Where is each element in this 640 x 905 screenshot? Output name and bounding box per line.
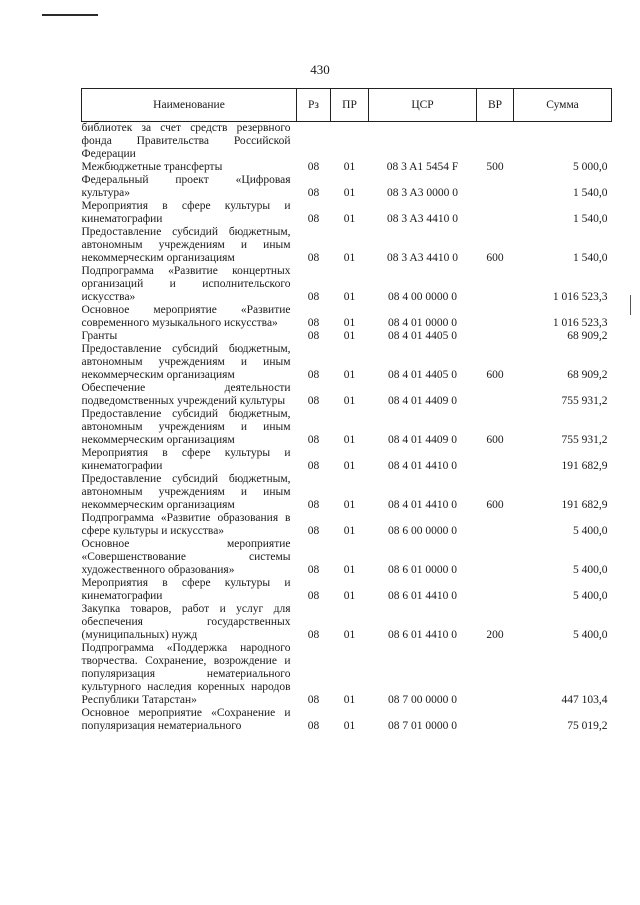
row-vr (477, 642, 514, 707)
row-rz: 08 (307, 694, 320, 706)
row-csr: 08 4 01 4409 0 (388, 434, 457, 446)
row-name: библиотек за счет средств резервного фонда Правительства Российской Федерации (81, 122, 291, 160)
row-sum: 191 682,9 (561, 499, 608, 511)
row-rz: 08 (307, 291, 320, 303)
row-name: Предоставление субсидий бюджетным, автономным учреждениям и иным некоммерческим организациям (81, 343, 291, 381)
table-row (82, 265, 612, 304)
row-vr: 600 (486, 252, 504, 264)
table-row (82, 226, 612, 265)
row-csr: 08 6 01 4410 0 (388, 590, 457, 602)
row-pr: 01 (343, 564, 356, 576)
table-row (82, 642, 612, 707)
row-vr (477, 122, 514, 162)
row-vr (477, 265, 514, 304)
row-sum: 75 019,2 (567, 720, 608, 732)
row-name: Обеспечение деятельности подведомственных учреждений культуры (81, 382, 291, 407)
margin-mark (630, 295, 631, 315)
row-sum: 5 400,0 (573, 629, 608, 641)
row-pr: 01 (343, 213, 356, 225)
row-pr: 01 (343, 291, 356, 303)
row-vr: 600 (486, 499, 504, 511)
table-body (82, 122, 612, 734)
header-pr: ПР (331, 89, 369, 122)
row-name: Подпрограмма «Развитие концертных организаций и исполнительского искусства» (81, 265, 291, 303)
table-row (82, 343, 612, 382)
row-name: Основное мероприятие «Развитие современного музыкального искусства» (81, 304, 291, 329)
row-name: Гранты (81, 330, 118, 342)
row-vr (477, 577, 514, 603)
row-sum: 1 540,0 (573, 213, 608, 225)
row-pr: 01 (343, 395, 356, 407)
table-row (82, 382, 612, 408)
row-vr (477, 330, 514, 343)
row-rz: 08 (307, 499, 320, 511)
row-sum: 5 400,0 (573, 590, 608, 602)
row-vr: 600 (486, 369, 504, 381)
row-vr: 600 (486, 434, 504, 446)
row-sum: 5 400,0 (573, 525, 608, 537)
row-pr: 01 (343, 590, 356, 602)
row-sum: 1 540,0 (573, 187, 608, 199)
row-rz (297, 122, 331, 162)
row-sum: 5 000,0 (573, 161, 608, 173)
row-name: Мероприятия в сфере культуры и кинематографии (81, 447, 291, 472)
row-pr: 01 (343, 460, 356, 472)
row-sum: 1 540,0 (573, 252, 608, 264)
row-name: Основное мероприятие «Сохранение и популяризация нематериального (81, 707, 291, 732)
row-pr: 01 (343, 330, 356, 342)
row-csr: 08 3 A3 4410 0 (387, 213, 458, 225)
row-sum: 68 909,2 (567, 330, 608, 342)
table-row (82, 408, 612, 447)
row-csr: 08 7 01 0000 0 (388, 720, 457, 732)
row-sum: 755 931,2 (561, 434, 608, 446)
row-sum: 1 016 523,3 (552, 291, 608, 303)
table-row (82, 161, 612, 174)
row-vr: 500 (486, 161, 504, 173)
row-pr: 01 (343, 369, 356, 381)
row-csr: 08 3 A1 5454 F (386, 161, 459, 173)
row-csr: 08 3 A3 4410 0 (387, 252, 458, 264)
row-csr: 08 6 01 4410 0 (388, 629, 457, 641)
row-vr (477, 382, 514, 408)
row-vr (477, 174, 514, 200)
top-rule (42, 14, 98, 16)
row-rz: 08 (307, 564, 320, 576)
row-sum: 447 103,4 (561, 694, 608, 706)
row-rz: 08 (307, 720, 320, 732)
row-sum (514, 122, 612, 162)
row-name: Предоставление субсидий бюджетным, автономным учреждениям и иным некоммерческим организациям (81, 408, 291, 446)
row-csr: 08 7 00 0000 0 (388, 694, 457, 706)
row-csr: 08 4 01 4410 0 (388, 499, 457, 511)
row-vr (477, 200, 514, 226)
table-row (82, 304, 612, 330)
row-csr: 08 4 01 4405 0 (388, 369, 457, 381)
table-row (82, 512, 612, 538)
table-row (82, 174, 612, 200)
table-row (82, 577, 612, 603)
row-pr: 01 (343, 161, 356, 173)
row-pr: 01 (343, 499, 356, 511)
row-pr: 01 (343, 694, 356, 706)
table-row (82, 603, 612, 642)
row-csr: 08 3 A3 0000 0 (387, 187, 458, 199)
row-sum: 755 931,2 (561, 395, 608, 407)
table-row (82, 447, 612, 473)
row-rz: 08 (307, 629, 320, 641)
table-row (82, 473, 612, 512)
table-row (82, 538, 612, 577)
row-csr: 08 4 01 4405 0 (388, 330, 457, 342)
row-pr: 01 (343, 434, 356, 446)
row-name: Федеральный проект «Цифровая культура» (81, 174, 291, 199)
row-csr: 08 4 01 4410 0 (388, 460, 457, 472)
row-csr: 08 4 01 0000 0 (388, 317, 457, 329)
row-rz: 08 (307, 187, 320, 199)
row-name: Межбюджетные трансферты (81, 161, 223, 173)
row-csr: 08 4 01 4409 0 (388, 395, 457, 407)
header-sum: Сумма (514, 89, 612, 122)
row-name: Предоставление субсидий бюджетным, автономным учреждениям и иным некоммерческим организациям (81, 226, 291, 264)
page-number: 430 (310, 62, 330, 77)
row-pr: 01 (343, 720, 356, 732)
row-vr: 200 (486, 629, 504, 641)
row-pr: 01 (343, 629, 356, 641)
row-rz: 08 (307, 395, 320, 407)
row-pr: 01 (343, 317, 356, 329)
header-rz: Рз (297, 89, 331, 122)
table-row (82, 122, 612, 162)
row-name: Подпрограмма «Развитие образования в сфере культуры и искусства» (81, 512, 291, 537)
row-pr: 01 (343, 525, 356, 537)
row-sum: 191 682,9 (561, 460, 608, 472)
header-vr: ВР (477, 89, 514, 122)
row-csr: 08 6 01 0000 0 (388, 564, 457, 576)
row-pr (331, 122, 369, 162)
table-row (82, 330, 612, 343)
row-pr: 01 (343, 252, 356, 264)
table-row (82, 200, 612, 226)
row-pr: 01 (343, 187, 356, 199)
row-rz: 08 (307, 460, 320, 472)
row-name: Мероприятия в сфере культуры и кинематографии (81, 577, 291, 602)
row-sum: 5 400,0 (573, 564, 608, 576)
row-vr (477, 512, 514, 538)
row-rz: 08 (307, 161, 320, 173)
row-name: Мероприятия в сфере культуры и кинематографии (81, 200, 291, 225)
row-name: Закупка товаров, работ и услуг для обеспечения государственных (муниципальных) нужд (81, 603, 291, 641)
row-sum: 68 909,2 (567, 369, 608, 381)
row-name: Подпрограмма «Поддержка народного творчества. Сохранение, возрождение и популяризация нематериального культурного наследия коренных народов Республики Татарстан» (81, 642, 291, 706)
row-rz: 08 (307, 317, 320, 329)
row-csr (369, 122, 477, 162)
row-vr (477, 707, 514, 733)
row-vr (477, 447, 514, 473)
row-rz: 08 (307, 213, 320, 225)
row-name: Основное мероприятие «Совершенствование системы художественного образования» (81, 538, 291, 576)
row-vr (477, 538, 514, 577)
table-row (82, 707, 612, 733)
row-vr (477, 304, 514, 330)
row-rz: 08 (307, 590, 320, 602)
row-sum: 1 016 523,3 (552, 317, 608, 329)
row-name: Предоставление субсидий бюджетным, автономным учреждениям и иным некоммерческим организациям (81, 473, 291, 511)
row-rz: 08 (307, 434, 320, 446)
row-csr: 08 4 00 0000 0 (388, 291, 457, 303)
row-rz: 08 (307, 330, 320, 342)
row-rz: 08 (307, 369, 320, 381)
row-rz: 08 (307, 525, 320, 537)
table-header-row (82, 89, 612, 122)
header-csr: ЦСР (369, 89, 477, 122)
header-name: Наименование (82, 89, 297, 122)
row-csr: 08 6 00 0000 0 (388, 525, 457, 537)
budget-table (81, 88, 612, 733)
row-rz: 08 (307, 252, 320, 264)
